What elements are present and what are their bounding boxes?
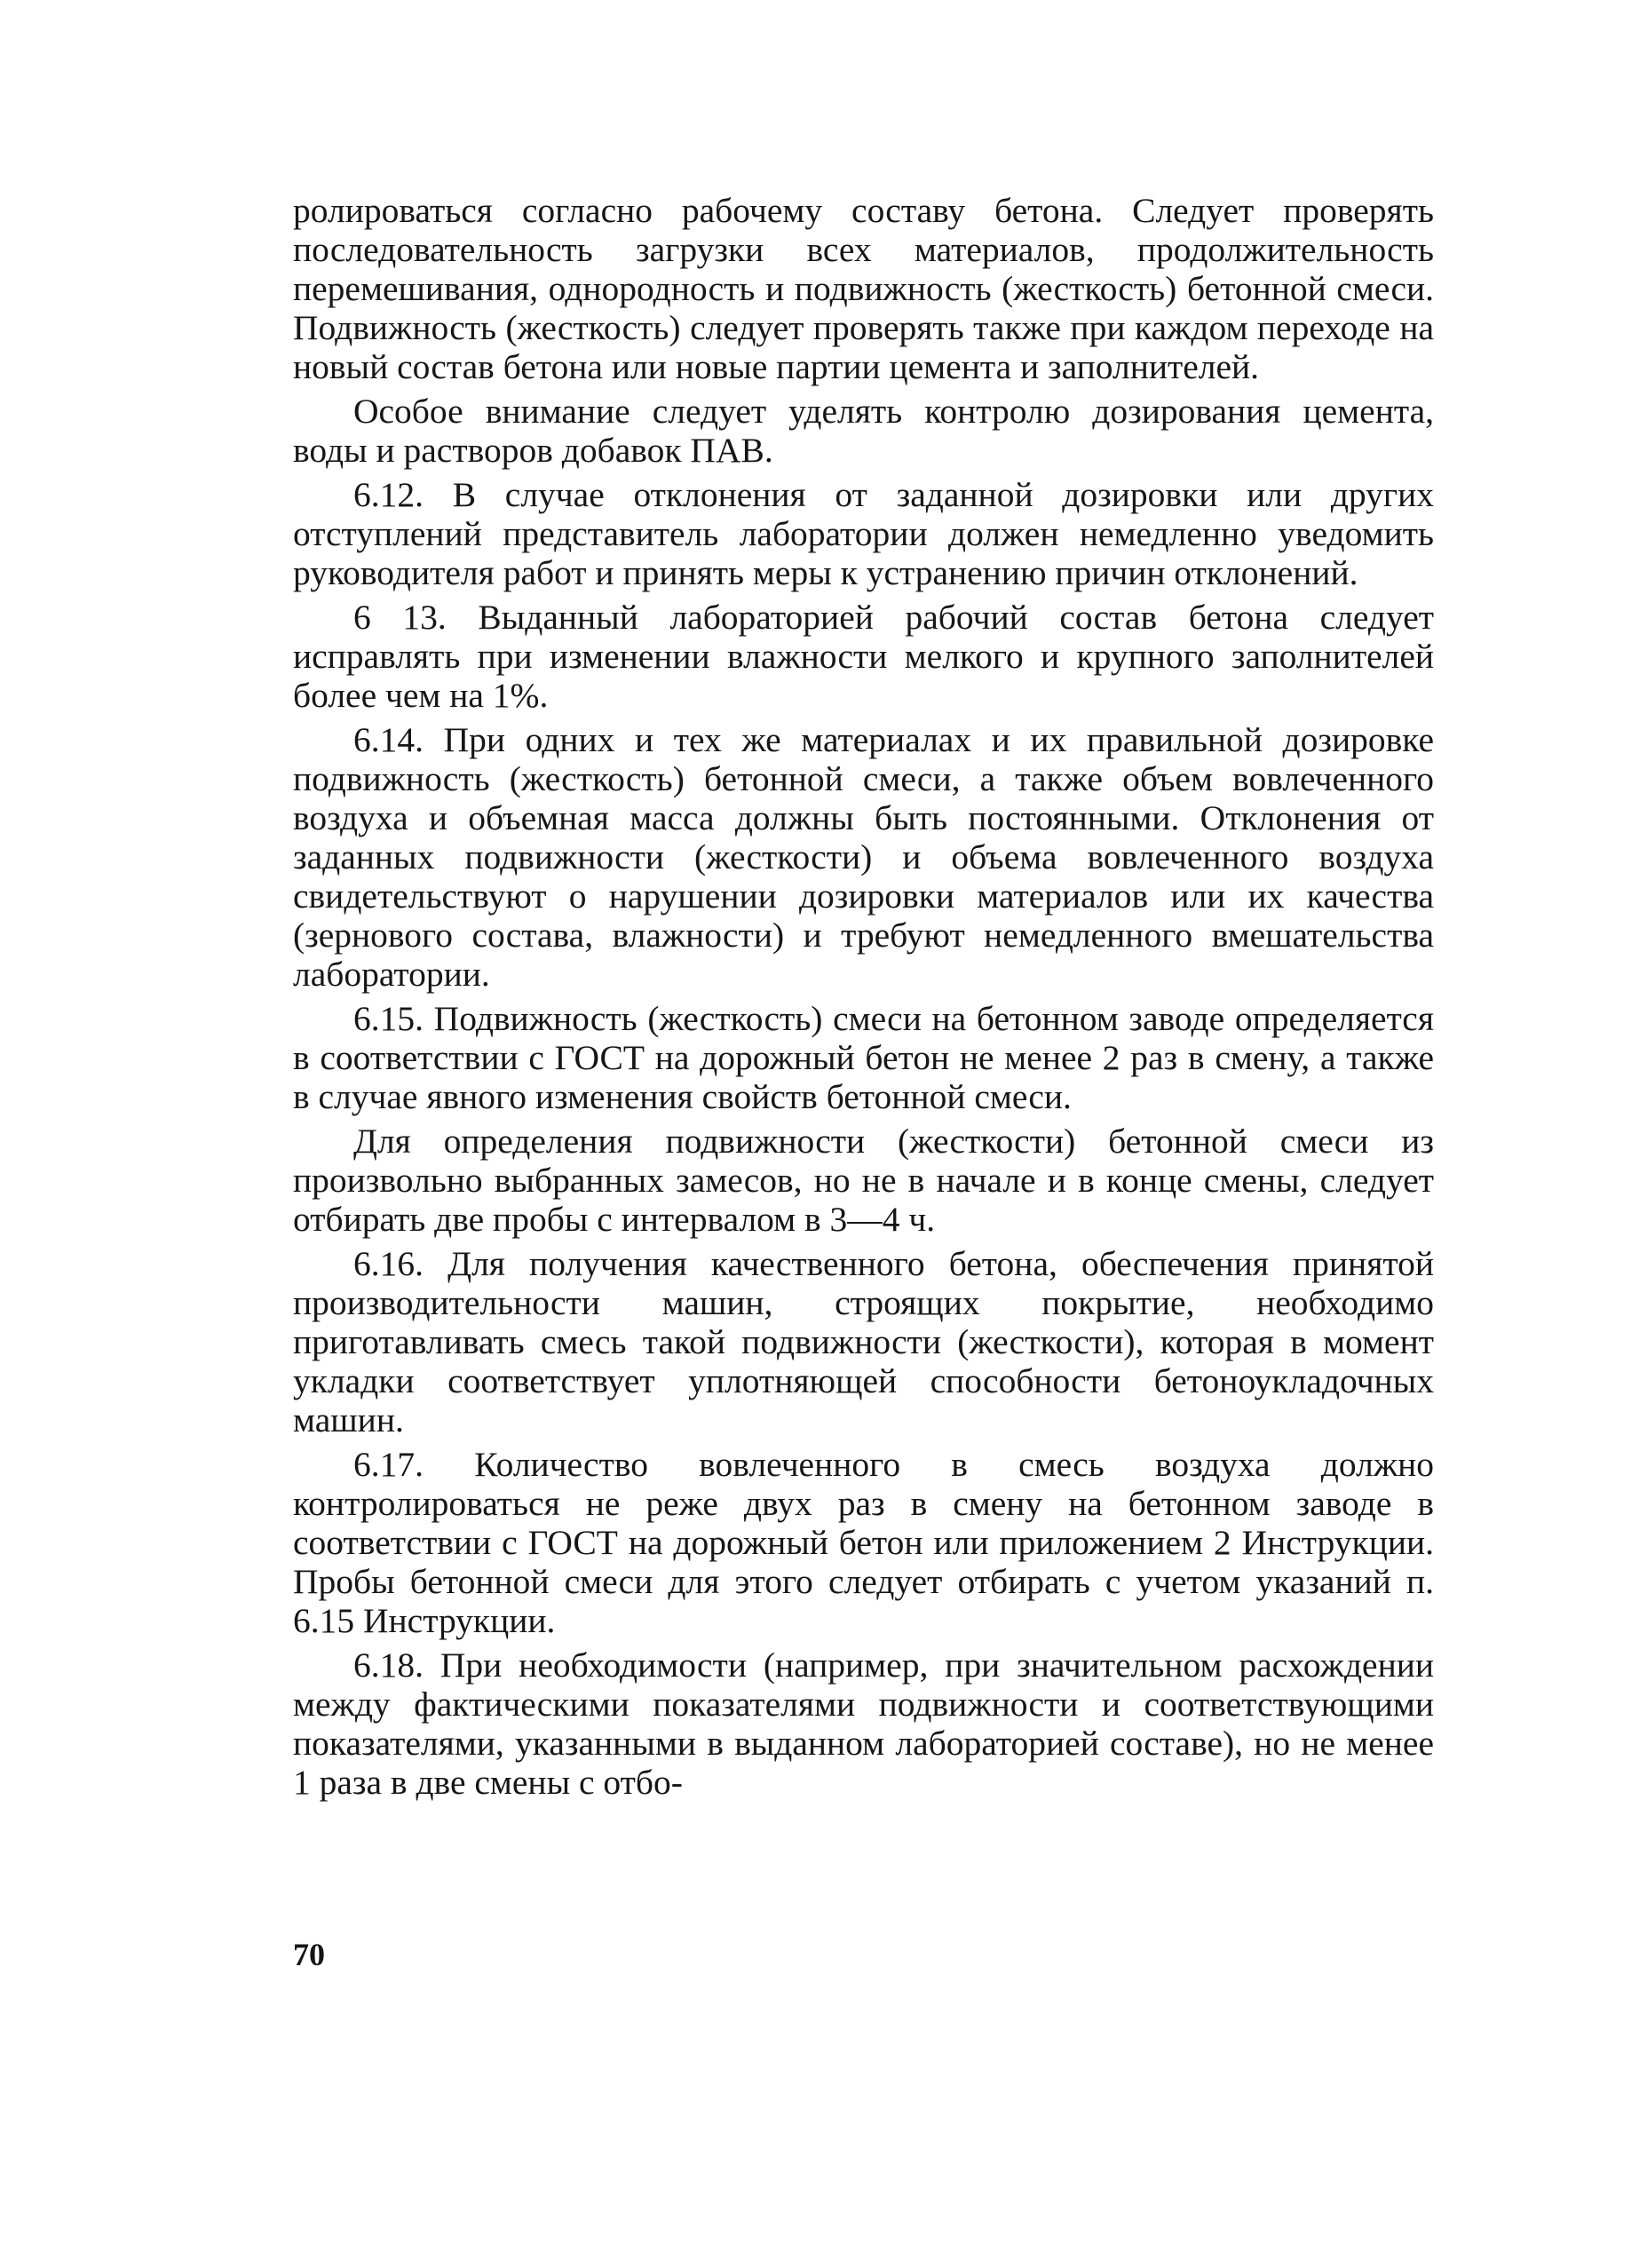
paragraph-6-15: 6.15. Подвижность (жесткость) смеси на бетонном заводе определяется в соответствии с ГОСТ на дорожный бетон не менее 2 раз в смену, а также в случае явного изменения свойств бетонной смеси. <box>293 999 1434 1116</box>
page-number: 70 <box>293 1937 325 1972</box>
paragraph-cement-dosing: Особое внимание следует уделять контролю дозирования цемента, воды и растворов добавок ПАВ. <box>293 392 1434 470</box>
body-text <box>293 191 1434 1807</box>
paragraph-continuation: ролироваться согласно рабочему составу бетона. Следует проверять последовательность загрузки всех материалов, продолжительность перемешивания, однородность и подвижность (жесткость) бетонной смеси. Подвижность (жесткость) следует проверять также при каждом переходе на новый состав бетона или новые партии цемента и заполнителей. <box>293 191 1434 386</box>
paragraph-6-18: 6.18. При необходимости (например, при значительном расхождении между фактическими показателями подвижности и соответствующими показателями, указанными в выданном лабораторией составе), но не менее 1 раза в две смены с отбо- <box>293 1645 1434 1802</box>
paragraph-sampling: Для определения подвижности (жесткости) бетонной смеси из произвольно выбранных замесов, но не в начале и в конце смены, следует отбирать две пробы с интервалом в 3—4 ч. <box>293 1122 1434 1239</box>
paragraph-6-14: 6.14. При одних и тех же материалах и их правильной дозировке подвижность (жесткость) бетонной смеси, а также объем вовлеченного воздуха и объемная масса должны быть постоянными. Отклонения от заданных подвижности (жесткости) и объема вовлеченного воздуха свидетельствуют о нарушении дозировки материалов или их качества (зернового состава, влажности) и требуют немедленного вмешательства лаборатории. <box>293 720 1434 994</box>
paragraph-6-16: 6.16. Для получения качественного бетона, обеспечения принятой производительности машин, строящих покрытие, необходимо приготавливать смесь такой подвижности (жесткости), которая в момент укладки соответствует уплотняющей способности бетоноукладочных машин. <box>293 1244 1434 1439</box>
paragraph-6-13: 6 13. Выданный лабораторией рабочий состав бетона следует исправлять при изменении влажности мелкого и крупного заполнителей более чем на 1%. <box>293 598 1434 715</box>
paragraph-6-12: 6.12. В случае отклонения от заданной дозировки или других отступлений представитель лаборатории должен немедленно уведомить руководителя работ и принять меры к устранению причин отклонений. <box>293 475 1434 592</box>
paragraph-6-17: 6.17. Количество вовлеченного в смесь воздуха должно контролироваться не реже двух раз в смену на бетонном заводе в соответствии с ГОСТ на дорожный бетон или приложением 2 Инструкции. Пробы бетонной смеси для этого следует отбирать с учетом указаний п. 6.15 Инструкции. <box>293 1445 1434 1640</box>
